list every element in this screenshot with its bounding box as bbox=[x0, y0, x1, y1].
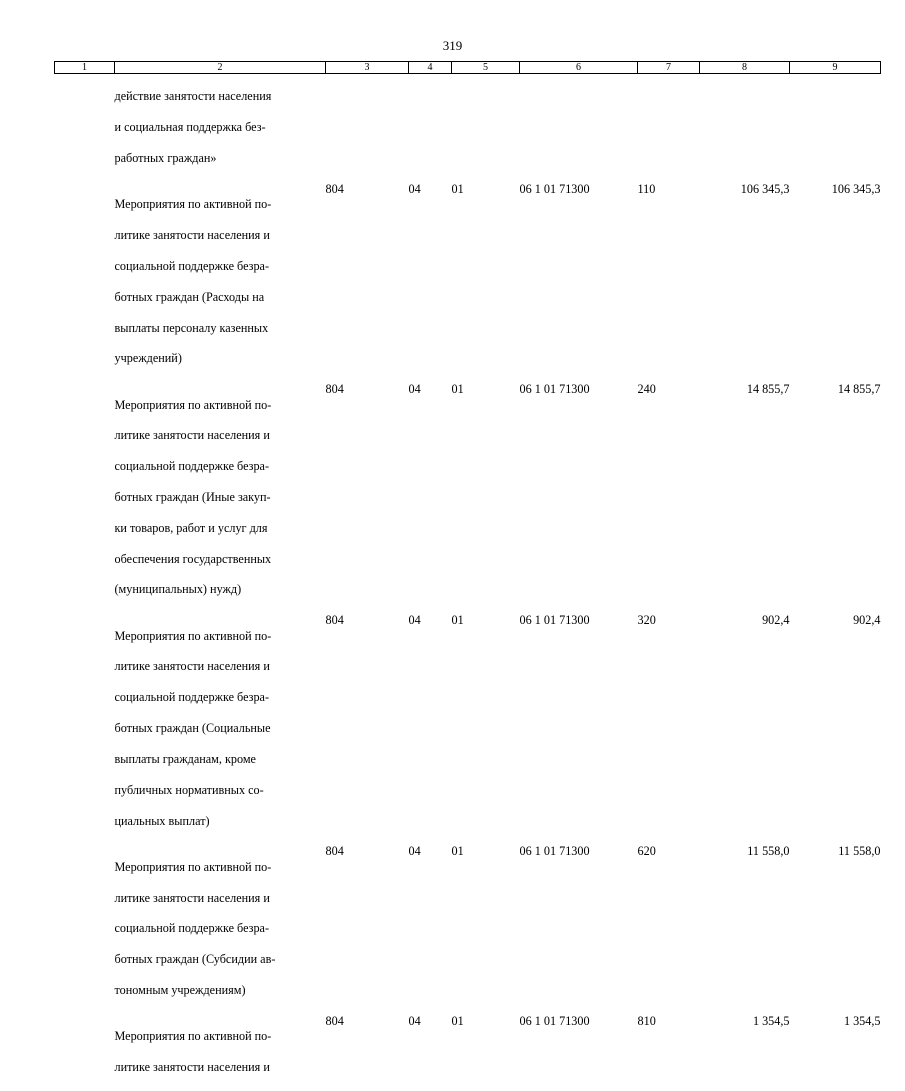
text-line: социальной поддержке безра- bbox=[114, 921, 270, 936]
text-line: выплаты гражданам, кроме bbox=[114, 751, 256, 766]
table-row bbox=[55, 382, 881, 613]
cell-target-article: 06 1 01 71300 bbox=[519, 181, 590, 196]
cell-amount-8: 11 558,0 bbox=[747, 844, 790, 859]
cell-expense-type: 240 bbox=[637, 382, 656, 397]
continuation-row bbox=[55, 74, 881, 182]
cell-subsection: 01 bbox=[451, 382, 464, 397]
cell-subsection: 01 bbox=[451, 844, 464, 859]
continuation-text bbox=[115, 74, 326, 182]
cell-expense-type: 620 bbox=[637, 844, 656, 859]
text-line: Мероприятия по активной по- bbox=[114, 859, 272, 874]
text-line: обеспечения государственных bbox=[114, 551, 272, 566]
col-header-6: 6 bbox=[520, 62, 638, 74]
cell-amount-9: 14 855,7 bbox=[837, 382, 881, 397]
cell-section: 04 bbox=[408, 382, 421, 397]
cell-ministry-code: 804 bbox=[325, 382, 344, 397]
col-header-4: 4 bbox=[409, 62, 452, 74]
text-line: работных граждан» bbox=[114, 151, 217, 166]
table-row bbox=[55, 844, 881, 1013]
budget-table bbox=[54, 61, 881, 1091]
cell-amount-8: 14 855,7 bbox=[746, 382, 790, 397]
text-line: Мероприятия по активной по- bbox=[114, 197, 272, 212]
text-line: циальных выплат) bbox=[114, 813, 210, 828]
text-line: Мероприятия по активной по- bbox=[114, 397, 272, 412]
cell-ministry-code: 804 bbox=[325, 844, 344, 859]
text-line: выплаты персоналу казенных bbox=[114, 320, 269, 335]
cell-subsection: 01 bbox=[451, 613, 464, 628]
cell-amount-9: 11 558,0 bbox=[838, 844, 881, 859]
row-description bbox=[115, 382, 326, 613]
col-header-7: 7 bbox=[638, 62, 700, 74]
text-line: действие занятости населения bbox=[114, 89, 272, 104]
text-line: Мероприятия по активной по- bbox=[114, 1029, 272, 1044]
text-line: литике занятости населения и bbox=[114, 890, 270, 905]
text-line: публичных нормативных со- bbox=[114, 782, 264, 797]
text-line: социальной поддержке безра- bbox=[114, 258, 270, 273]
text-line: социальной поддержке безра- bbox=[114, 690, 270, 705]
col-header-2: 2 bbox=[115, 62, 326, 74]
cell-amount-8: 106 345,3 bbox=[740, 181, 790, 196]
cell-section: 04 bbox=[408, 613, 421, 628]
col-header-1: 1 bbox=[55, 62, 115, 74]
cell-expense-type: 810 bbox=[637, 1013, 656, 1028]
cell-target-article: 06 1 01 71300 bbox=[519, 613, 590, 628]
cell-target-article: 06 1 01 71300 bbox=[519, 1013, 590, 1028]
cell-ministry-code: 804 bbox=[325, 613, 344, 628]
text-line: и социальная поддержка без- bbox=[114, 120, 266, 135]
text-line: ботных граждан (Расходы на bbox=[114, 289, 265, 304]
text-line: тономным учреждениям) bbox=[114, 982, 246, 997]
text-line: литике занятости населения и bbox=[114, 659, 270, 674]
cell-subsection: 01 bbox=[451, 1013, 464, 1028]
text-line: социальной поддержке безра- bbox=[114, 459, 270, 474]
text-line: литике занятости населения и bbox=[114, 428, 270, 443]
cell-section: 04 bbox=[408, 181, 421, 196]
text-line: (муниципальных) нужд) bbox=[114, 582, 242, 597]
cell-expense-type: 320 bbox=[637, 613, 656, 628]
cell-ministry-code: 804 bbox=[325, 1013, 344, 1028]
cell-amount-9: 902,4 bbox=[853, 613, 881, 628]
text-line: литике занятости населения и bbox=[114, 228, 270, 243]
text-line: литике занятости населения и bbox=[114, 1060, 270, 1074]
cell-target-article: 06 1 01 71300 bbox=[519, 382, 590, 397]
row-description bbox=[115, 613, 326, 844]
row-description bbox=[115, 1014, 326, 1091]
row-description bbox=[115, 844, 326, 1013]
page-number: 319 bbox=[442, 38, 463, 53]
col-header-3: 3 bbox=[326, 62, 409, 74]
table-row bbox=[55, 182, 881, 382]
cell-amount-9: 1 354,5 bbox=[843, 1013, 881, 1028]
col-header-5: 5 bbox=[452, 62, 520, 74]
table-row bbox=[55, 613, 881, 844]
text-line: ботных граждан (Иные закуп- bbox=[114, 489, 271, 504]
col-header-9: 9 bbox=[790, 62, 881, 74]
text-line: Мероприятия по активной по- bbox=[114, 628, 272, 643]
cell-target-article: 06 1 01 71300 bbox=[519, 844, 590, 859]
cell-section: 04 bbox=[408, 844, 421, 859]
row-description bbox=[115, 182, 326, 382]
cell-expense-type: 110 bbox=[637, 181, 656, 196]
text-line: ки товаров, работ и услуг для bbox=[114, 520, 268, 535]
cell-amount-8: 1 354,5 bbox=[752, 1013, 790, 1028]
cell-subsection: 01 bbox=[451, 181, 464, 196]
cell-ministry-code: 804 bbox=[325, 181, 344, 196]
header-row bbox=[55, 62, 881, 74]
cell-amount-8: 902,4 bbox=[762, 613, 790, 628]
text-line: ботных граждан (Социальные bbox=[114, 721, 271, 736]
cell-section: 04 bbox=[408, 1013, 421, 1028]
text-line: учреждений) bbox=[114, 351, 182, 366]
cell-amount-9: 106 345,3 bbox=[831, 181, 881, 196]
col-header-8: 8 bbox=[700, 62, 790, 74]
table-row bbox=[55, 1014, 881, 1091]
text-line: ботных граждан (Субсидии ав- bbox=[114, 952, 276, 967]
